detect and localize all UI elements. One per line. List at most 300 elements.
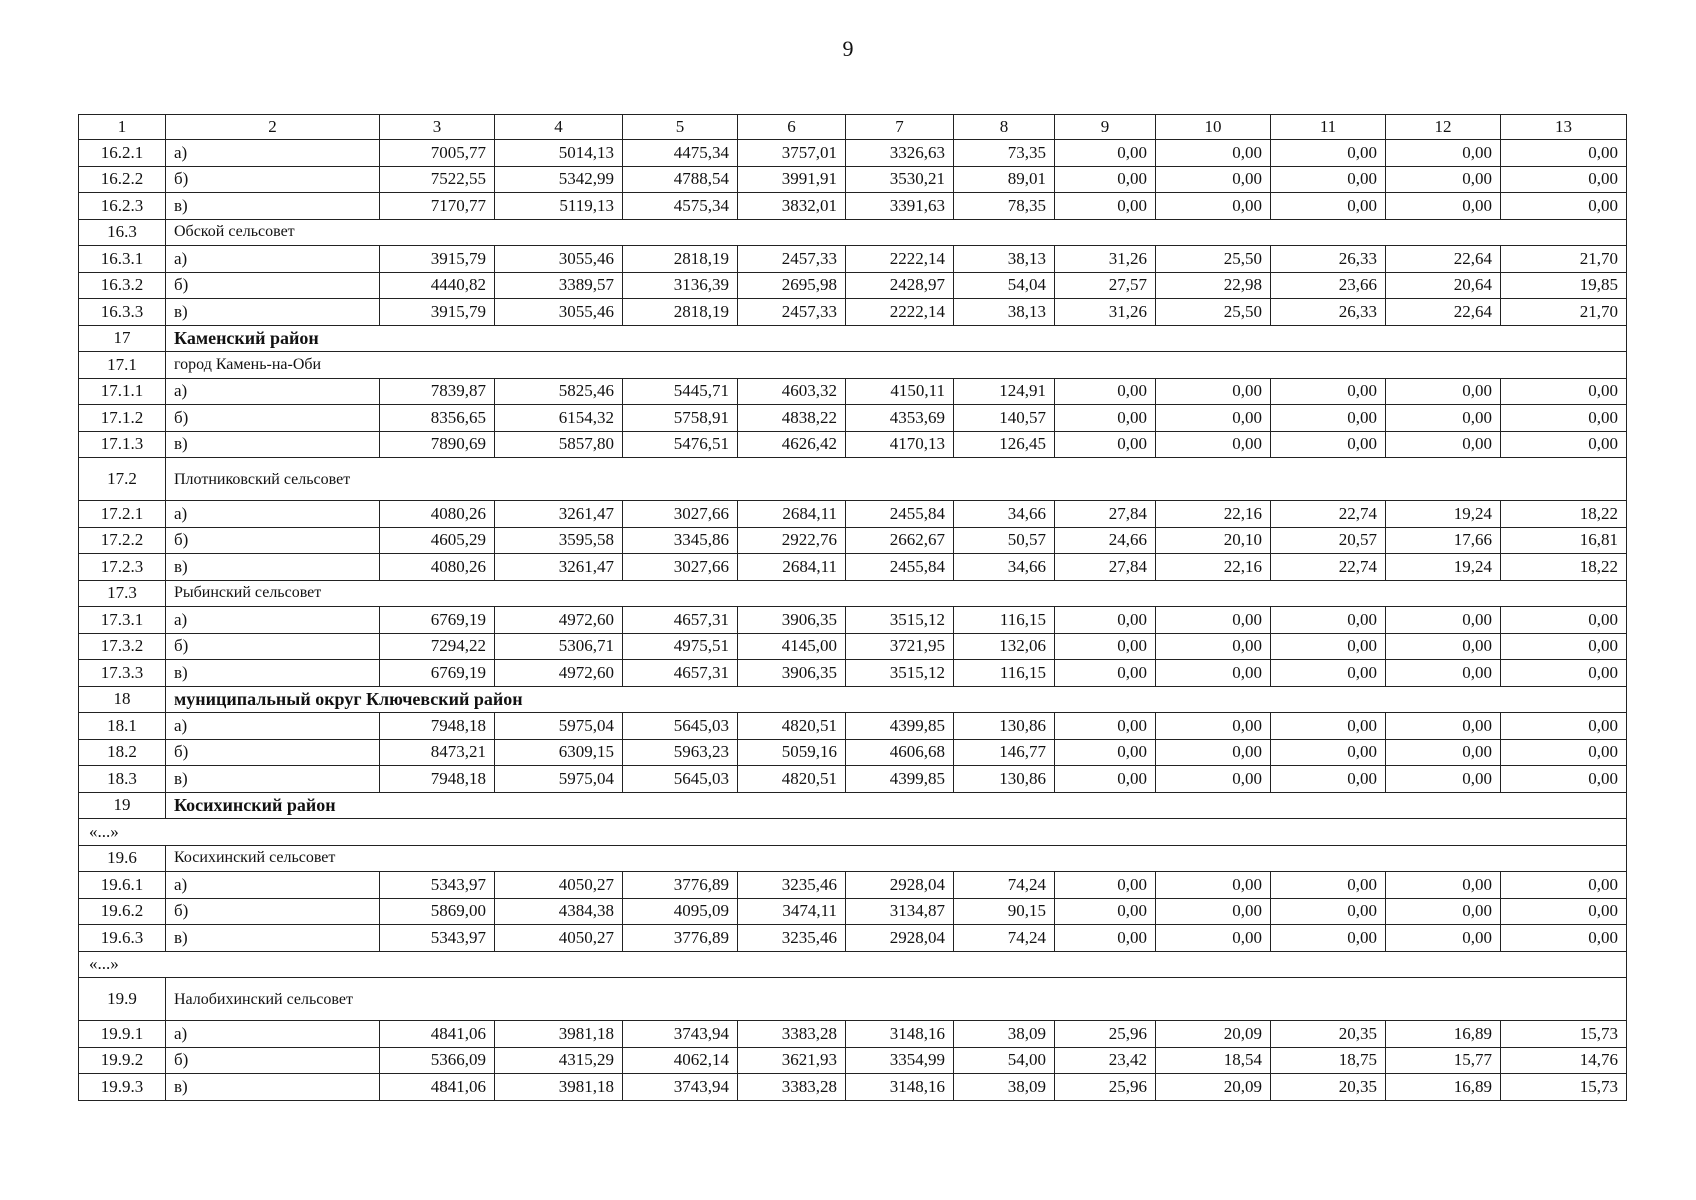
row-code: 17.1.2 [79, 405, 166, 432]
value-cell: 0,00 [1055, 660, 1156, 687]
table-row [79, 140, 1627, 167]
value-cell: 0,00 [1055, 766, 1156, 793]
value-cell: 8356,65 [380, 405, 495, 432]
value-cell: 3027,66 [623, 554, 738, 581]
value-cell: 4080,26 [380, 501, 495, 528]
row-label: а) [166, 607, 380, 634]
value-cell: 0,00 [1271, 166, 1386, 193]
value-cell: 0,00 [1386, 925, 1501, 952]
value-cell: 38,13 [954, 246, 1055, 273]
column-header: 9 [1055, 115, 1156, 140]
table-body [79, 140, 1627, 1101]
value-cell: 17,66 [1386, 527, 1501, 554]
value-cell: 0,00 [1271, 872, 1386, 899]
value-cell: 20,64 [1386, 272, 1501, 299]
column-header: 13 [1501, 115, 1627, 140]
value-cell: 0,00 [1386, 431, 1501, 458]
row-code: 17.2.2 [79, 527, 166, 554]
table-row [79, 501, 1627, 528]
value-cell: 4353,69 [846, 405, 954, 432]
value-cell: 2818,19 [623, 299, 738, 326]
row-code: 16.3.2 [79, 272, 166, 299]
value-cell: 5476,51 [623, 431, 738, 458]
column-header: 8 [954, 115, 1055, 140]
value-cell: 0,00 [1055, 431, 1156, 458]
value-cell: 0,00 [1386, 898, 1501, 925]
value-cell: 3906,35 [738, 607, 846, 634]
value-cell: 3906,35 [738, 660, 846, 687]
value-cell: 26,33 [1271, 246, 1386, 273]
value-cell: 0,00 [1501, 140, 1627, 167]
value-cell: 3915,79 [380, 299, 495, 326]
column-header: 12 [1386, 115, 1501, 140]
value-cell: 0,00 [1501, 660, 1627, 687]
row-code: 19.6.3 [79, 925, 166, 952]
value-cell: 15,73 [1501, 1021, 1627, 1048]
value-cell: 7890,69 [380, 431, 495, 458]
value-cell: 3721,95 [846, 633, 954, 660]
row-code: 16.2.3 [79, 193, 166, 220]
value-cell: 0,00 [1271, 739, 1386, 766]
value-cell: 3055,46 [495, 299, 623, 326]
value-cell: 0,00 [1055, 633, 1156, 660]
value-cell: 3776,89 [623, 872, 738, 899]
value-cell: 3261,47 [495, 501, 623, 528]
value-cell: 27,84 [1055, 501, 1156, 528]
value-cell: 116,15 [954, 607, 1055, 634]
row-code: 16.2.2 [79, 166, 166, 193]
value-cell: 0,00 [1271, 193, 1386, 220]
value-cell: 2922,76 [738, 527, 846, 554]
value-cell: 5857,80 [495, 431, 623, 458]
value-cell: 6154,32 [495, 405, 623, 432]
value-cell: 34,66 [954, 501, 1055, 528]
table-row [79, 925, 1627, 952]
value-cell: 0,00 [1055, 713, 1156, 740]
omission-marker: «...» [79, 819, 1627, 846]
row-code: 19.9 [79, 978, 166, 1021]
table-row [79, 246, 1627, 273]
settlement-name: Обской сельсовет [166, 219, 1627, 246]
value-cell: 2455,84 [846, 501, 954, 528]
value-cell: 27,84 [1055, 554, 1156, 581]
value-cell: 0,00 [1501, 378, 1627, 405]
row-label: в) [166, 1074, 380, 1101]
value-cell: 4972,60 [495, 660, 623, 687]
value-cell: 4150,11 [846, 378, 954, 405]
value-cell: 5342,99 [495, 166, 623, 193]
table-row [79, 554, 1627, 581]
row-code: 19 [79, 792, 166, 819]
value-cell: 5306,71 [495, 633, 623, 660]
omission-row [79, 819, 1627, 846]
row-label: в) [166, 554, 380, 581]
settlement-row [79, 458, 1627, 501]
row-code: 17.3 [79, 580, 166, 607]
value-cell: 18,54 [1156, 1047, 1271, 1074]
value-cell: 18,75 [1271, 1047, 1386, 1074]
value-cell: 0,00 [1501, 431, 1627, 458]
value-cell: 5975,04 [495, 713, 623, 740]
value-cell: 20,09 [1156, 1074, 1271, 1101]
row-code: 19.6 [79, 845, 166, 872]
row-code: 17.1.1 [79, 378, 166, 405]
value-cell: 25,50 [1156, 299, 1271, 326]
value-cell: 0,00 [1156, 872, 1271, 899]
table-row [79, 660, 1627, 687]
value-cell: 4399,85 [846, 766, 954, 793]
row-code: 17.3.2 [79, 633, 166, 660]
district-name: Каменский район [166, 325, 1627, 352]
table-row [79, 166, 1627, 193]
value-cell: 0,00 [1156, 925, 1271, 952]
row-label: в) [166, 925, 380, 952]
value-cell: 0,00 [1156, 766, 1271, 793]
row-label: в) [166, 299, 380, 326]
value-cell: 0,00 [1055, 378, 1156, 405]
value-cell: 2457,33 [738, 246, 846, 273]
value-cell: 23,66 [1271, 272, 1386, 299]
row-label: а) [166, 713, 380, 740]
value-cell: 5758,91 [623, 405, 738, 432]
value-cell: 5645,03 [623, 713, 738, 740]
row-code: 19.9.3 [79, 1074, 166, 1101]
settlement-name: Косихинский сельсовет [166, 845, 1627, 872]
value-cell: 0,00 [1501, 739, 1627, 766]
row-label: а) [166, 140, 380, 167]
row-code: 18 [79, 686, 166, 713]
value-cell: 0,00 [1055, 405, 1156, 432]
value-cell: 5343,97 [380, 925, 495, 952]
value-cell: 3389,57 [495, 272, 623, 299]
value-cell: 73,35 [954, 140, 1055, 167]
value-cell: 5645,03 [623, 766, 738, 793]
value-cell: 16,89 [1386, 1074, 1501, 1101]
value-cell: 4575,34 [623, 193, 738, 220]
value-cell: 5963,23 [623, 739, 738, 766]
value-cell: 3148,16 [846, 1021, 954, 1048]
table-row [79, 898, 1627, 925]
table-row [79, 527, 1627, 554]
value-cell: 124,91 [954, 378, 1055, 405]
value-cell: 5975,04 [495, 766, 623, 793]
value-cell: 22,16 [1156, 554, 1271, 581]
value-cell: 3981,18 [495, 1074, 623, 1101]
value-cell: 38,09 [954, 1021, 1055, 1048]
row-label: а) [166, 501, 380, 528]
value-cell: 3134,87 [846, 898, 954, 925]
value-cell: 126,45 [954, 431, 1055, 458]
value-cell: 14,76 [1501, 1047, 1627, 1074]
value-cell: 2662,67 [846, 527, 954, 554]
row-label: б) [166, 1047, 380, 1074]
settlement-row [79, 352, 1627, 379]
value-cell: 26,33 [1271, 299, 1386, 326]
value-cell: 7839,87 [380, 378, 495, 405]
value-cell: 2222,14 [846, 299, 954, 326]
value-cell: 0,00 [1386, 378, 1501, 405]
value-cell: 0,00 [1156, 607, 1271, 634]
value-cell: 74,24 [954, 925, 1055, 952]
value-cell: 19,24 [1386, 501, 1501, 528]
value-cell: 4975,51 [623, 633, 738, 660]
value-cell: 22,16 [1156, 501, 1271, 528]
value-cell: 3991,91 [738, 166, 846, 193]
value-cell: 8473,21 [380, 739, 495, 766]
value-cell: 25,96 [1055, 1021, 1156, 1048]
settlement-name: город Камень-на-Оби [166, 352, 1627, 379]
row-code: 16.3.3 [79, 299, 166, 326]
table-row [79, 1074, 1627, 1101]
value-cell: 0,00 [1156, 378, 1271, 405]
value-cell: 3621,93 [738, 1047, 846, 1074]
value-cell: 4657,31 [623, 607, 738, 634]
value-cell: 4788,54 [623, 166, 738, 193]
row-code: 19.6.2 [79, 898, 166, 925]
row-label: б) [166, 272, 380, 299]
row-code: 17.2 [79, 458, 166, 501]
value-cell: 0,00 [1271, 607, 1386, 634]
value-cell: 2457,33 [738, 299, 846, 326]
table-row [79, 193, 1627, 220]
value-cell: 19,24 [1386, 554, 1501, 581]
value-cell: 2695,98 [738, 272, 846, 299]
column-header: 7 [846, 115, 954, 140]
value-cell: 3474,11 [738, 898, 846, 925]
value-cell: 0,00 [1501, 925, 1627, 952]
row-label: а) [166, 378, 380, 405]
row-code: 16.3 [79, 219, 166, 246]
value-cell: 4475,34 [623, 140, 738, 167]
value-cell: 0,00 [1271, 766, 1386, 793]
value-cell: 7948,18 [380, 766, 495, 793]
table-row [79, 739, 1627, 766]
value-cell: 0,00 [1501, 405, 1627, 432]
value-cell: 4841,06 [380, 1074, 495, 1101]
value-cell: 4820,51 [738, 766, 846, 793]
value-cell: 16,89 [1386, 1021, 1501, 1048]
value-cell: 0,00 [1386, 633, 1501, 660]
value-cell: 0,00 [1156, 166, 1271, 193]
value-cell: 4603,32 [738, 378, 846, 405]
value-cell: 0,00 [1501, 166, 1627, 193]
value-cell: 4440,82 [380, 272, 495, 299]
value-cell: 7522,55 [380, 166, 495, 193]
row-code: 19.6.1 [79, 872, 166, 899]
value-cell: 130,86 [954, 766, 1055, 793]
value-cell: 22,98 [1156, 272, 1271, 299]
column-header: 11 [1271, 115, 1386, 140]
district-row [79, 792, 1627, 819]
value-cell: 2684,11 [738, 554, 846, 581]
value-cell: 0,00 [1386, 166, 1501, 193]
value-cell: 3515,12 [846, 660, 954, 687]
value-cell: 3383,28 [738, 1021, 846, 1048]
table-row [79, 299, 1627, 326]
value-cell: 50,57 [954, 527, 1055, 554]
value-cell: 0,00 [1055, 140, 1156, 167]
value-cell: 0,00 [1156, 405, 1271, 432]
value-cell: 7170,77 [380, 193, 495, 220]
row-label: б) [166, 739, 380, 766]
row-label: б) [166, 633, 380, 660]
district-name: муниципальный округ Ключевский район [166, 686, 1627, 713]
value-cell: 0,00 [1156, 140, 1271, 167]
row-label: в) [166, 660, 380, 687]
column-header: 4 [495, 115, 623, 140]
value-cell: 0,00 [1055, 166, 1156, 193]
value-cell: 18,22 [1501, 501, 1627, 528]
value-cell: 4170,13 [846, 431, 954, 458]
value-cell: 3776,89 [623, 925, 738, 952]
row-code: 17.3.3 [79, 660, 166, 687]
row-code: 19.9.1 [79, 1021, 166, 1048]
value-cell: 0,00 [1271, 898, 1386, 925]
value-cell: 5014,13 [495, 140, 623, 167]
value-cell: 54,04 [954, 272, 1055, 299]
tariff-table [78, 114, 1627, 1101]
value-cell: 0,00 [1055, 739, 1156, 766]
value-cell: 0,00 [1501, 193, 1627, 220]
value-cell: 2222,14 [846, 246, 954, 273]
row-label: в) [166, 193, 380, 220]
value-cell: 0,00 [1271, 925, 1386, 952]
value-cell: 3027,66 [623, 501, 738, 528]
value-cell: 20,10 [1156, 527, 1271, 554]
value-cell: 5059,16 [738, 739, 846, 766]
value-cell: 6309,15 [495, 739, 623, 766]
value-cell: 4050,27 [495, 872, 623, 899]
value-cell: 78,35 [954, 193, 1055, 220]
value-cell: 15,77 [1386, 1047, 1501, 1074]
value-cell: 0,00 [1156, 660, 1271, 687]
column-header: 5 [623, 115, 738, 140]
value-cell: 20,35 [1271, 1074, 1386, 1101]
value-cell: 4820,51 [738, 713, 846, 740]
value-cell: 0,00 [1386, 872, 1501, 899]
value-cell: 5869,00 [380, 898, 495, 925]
value-cell: 132,06 [954, 633, 1055, 660]
row-label: б) [166, 166, 380, 193]
row-label: б) [166, 898, 380, 925]
value-cell: 0,00 [1271, 405, 1386, 432]
settlement-name: Плотниковский сельсовет [166, 458, 1627, 501]
value-cell: 4841,06 [380, 1021, 495, 1048]
value-cell: 3326,63 [846, 140, 954, 167]
value-cell: 18,22 [1501, 554, 1627, 581]
value-cell: 3345,86 [623, 527, 738, 554]
value-cell: 4838,22 [738, 405, 846, 432]
value-cell: 5825,46 [495, 378, 623, 405]
value-cell: 146,77 [954, 739, 1055, 766]
row-label: а) [166, 1021, 380, 1048]
value-cell: 0,00 [1271, 140, 1386, 167]
value-cell: 2455,84 [846, 554, 954, 581]
value-cell: 3915,79 [380, 246, 495, 273]
value-cell: 22,64 [1386, 246, 1501, 273]
value-cell: 24,66 [1055, 527, 1156, 554]
value-cell: 3148,16 [846, 1074, 954, 1101]
row-code: 18.3 [79, 766, 166, 793]
value-cell: 0,00 [1386, 140, 1501, 167]
table-row [79, 1047, 1627, 1074]
value-cell: 90,15 [954, 898, 1055, 925]
value-cell: 0,00 [1501, 766, 1627, 793]
value-cell: 0,00 [1156, 633, 1271, 660]
table-row [79, 872, 1627, 899]
row-label: а) [166, 872, 380, 899]
row-code: 17.2.1 [79, 501, 166, 528]
column-header: 1 [79, 115, 166, 140]
column-header: 6 [738, 115, 846, 140]
value-cell: 31,26 [1055, 299, 1156, 326]
row-label: в) [166, 431, 380, 458]
table-row [79, 607, 1627, 634]
omission-marker: «...» [79, 951, 1627, 978]
value-cell: 16,81 [1501, 527, 1627, 554]
value-cell: 2818,19 [623, 246, 738, 273]
value-cell: 0,00 [1156, 739, 1271, 766]
value-cell: 25,96 [1055, 1074, 1156, 1101]
value-cell: 130,86 [954, 713, 1055, 740]
settlement-name: Рыбинский сельсовет [166, 580, 1627, 607]
value-cell: 3757,01 [738, 140, 846, 167]
value-cell: 20,57 [1271, 527, 1386, 554]
value-cell: 0,00 [1501, 713, 1627, 740]
value-cell: 0,00 [1271, 431, 1386, 458]
value-cell: 0,00 [1271, 378, 1386, 405]
value-cell: 4145,00 [738, 633, 846, 660]
value-cell: 0,00 [1156, 898, 1271, 925]
value-cell: 6769,19 [380, 660, 495, 687]
value-cell: 3595,58 [495, 527, 623, 554]
value-cell: 3383,28 [738, 1074, 846, 1101]
value-cell: 3354,99 [846, 1047, 954, 1074]
value-cell: 0,00 [1271, 713, 1386, 740]
value-cell: 25,50 [1156, 246, 1271, 273]
value-cell: 4605,29 [380, 527, 495, 554]
table-row [79, 1021, 1627, 1048]
row-code: 17.2.3 [79, 554, 166, 581]
settlement-row [79, 580, 1627, 607]
value-cell: 22,74 [1271, 501, 1386, 528]
value-cell: 38,13 [954, 299, 1055, 326]
value-cell: 38,09 [954, 1074, 1055, 1101]
value-cell: 4399,85 [846, 713, 954, 740]
value-cell: 6769,19 [380, 607, 495, 634]
value-cell: 4062,14 [623, 1047, 738, 1074]
settlement-name: Налобихинский сельсовет [166, 978, 1627, 1021]
table-row [79, 766, 1627, 793]
value-cell: 0,00 [1386, 739, 1501, 766]
value-cell: 0,00 [1386, 193, 1501, 220]
table-row [79, 272, 1627, 299]
value-cell: 3743,94 [623, 1021, 738, 1048]
district-row [79, 325, 1627, 352]
value-cell: 22,74 [1271, 554, 1386, 581]
value-cell: 0,00 [1055, 898, 1156, 925]
value-cell: 4972,60 [495, 607, 623, 634]
settlement-row [79, 978, 1627, 1021]
value-cell: 4080,26 [380, 554, 495, 581]
value-cell: 4657,31 [623, 660, 738, 687]
value-cell: 0,00 [1055, 872, 1156, 899]
value-cell: 0,00 [1156, 431, 1271, 458]
value-cell: 4050,27 [495, 925, 623, 952]
value-cell: 22,64 [1386, 299, 1501, 326]
value-cell: 3136,39 [623, 272, 738, 299]
value-cell: 0,00 [1501, 607, 1627, 634]
